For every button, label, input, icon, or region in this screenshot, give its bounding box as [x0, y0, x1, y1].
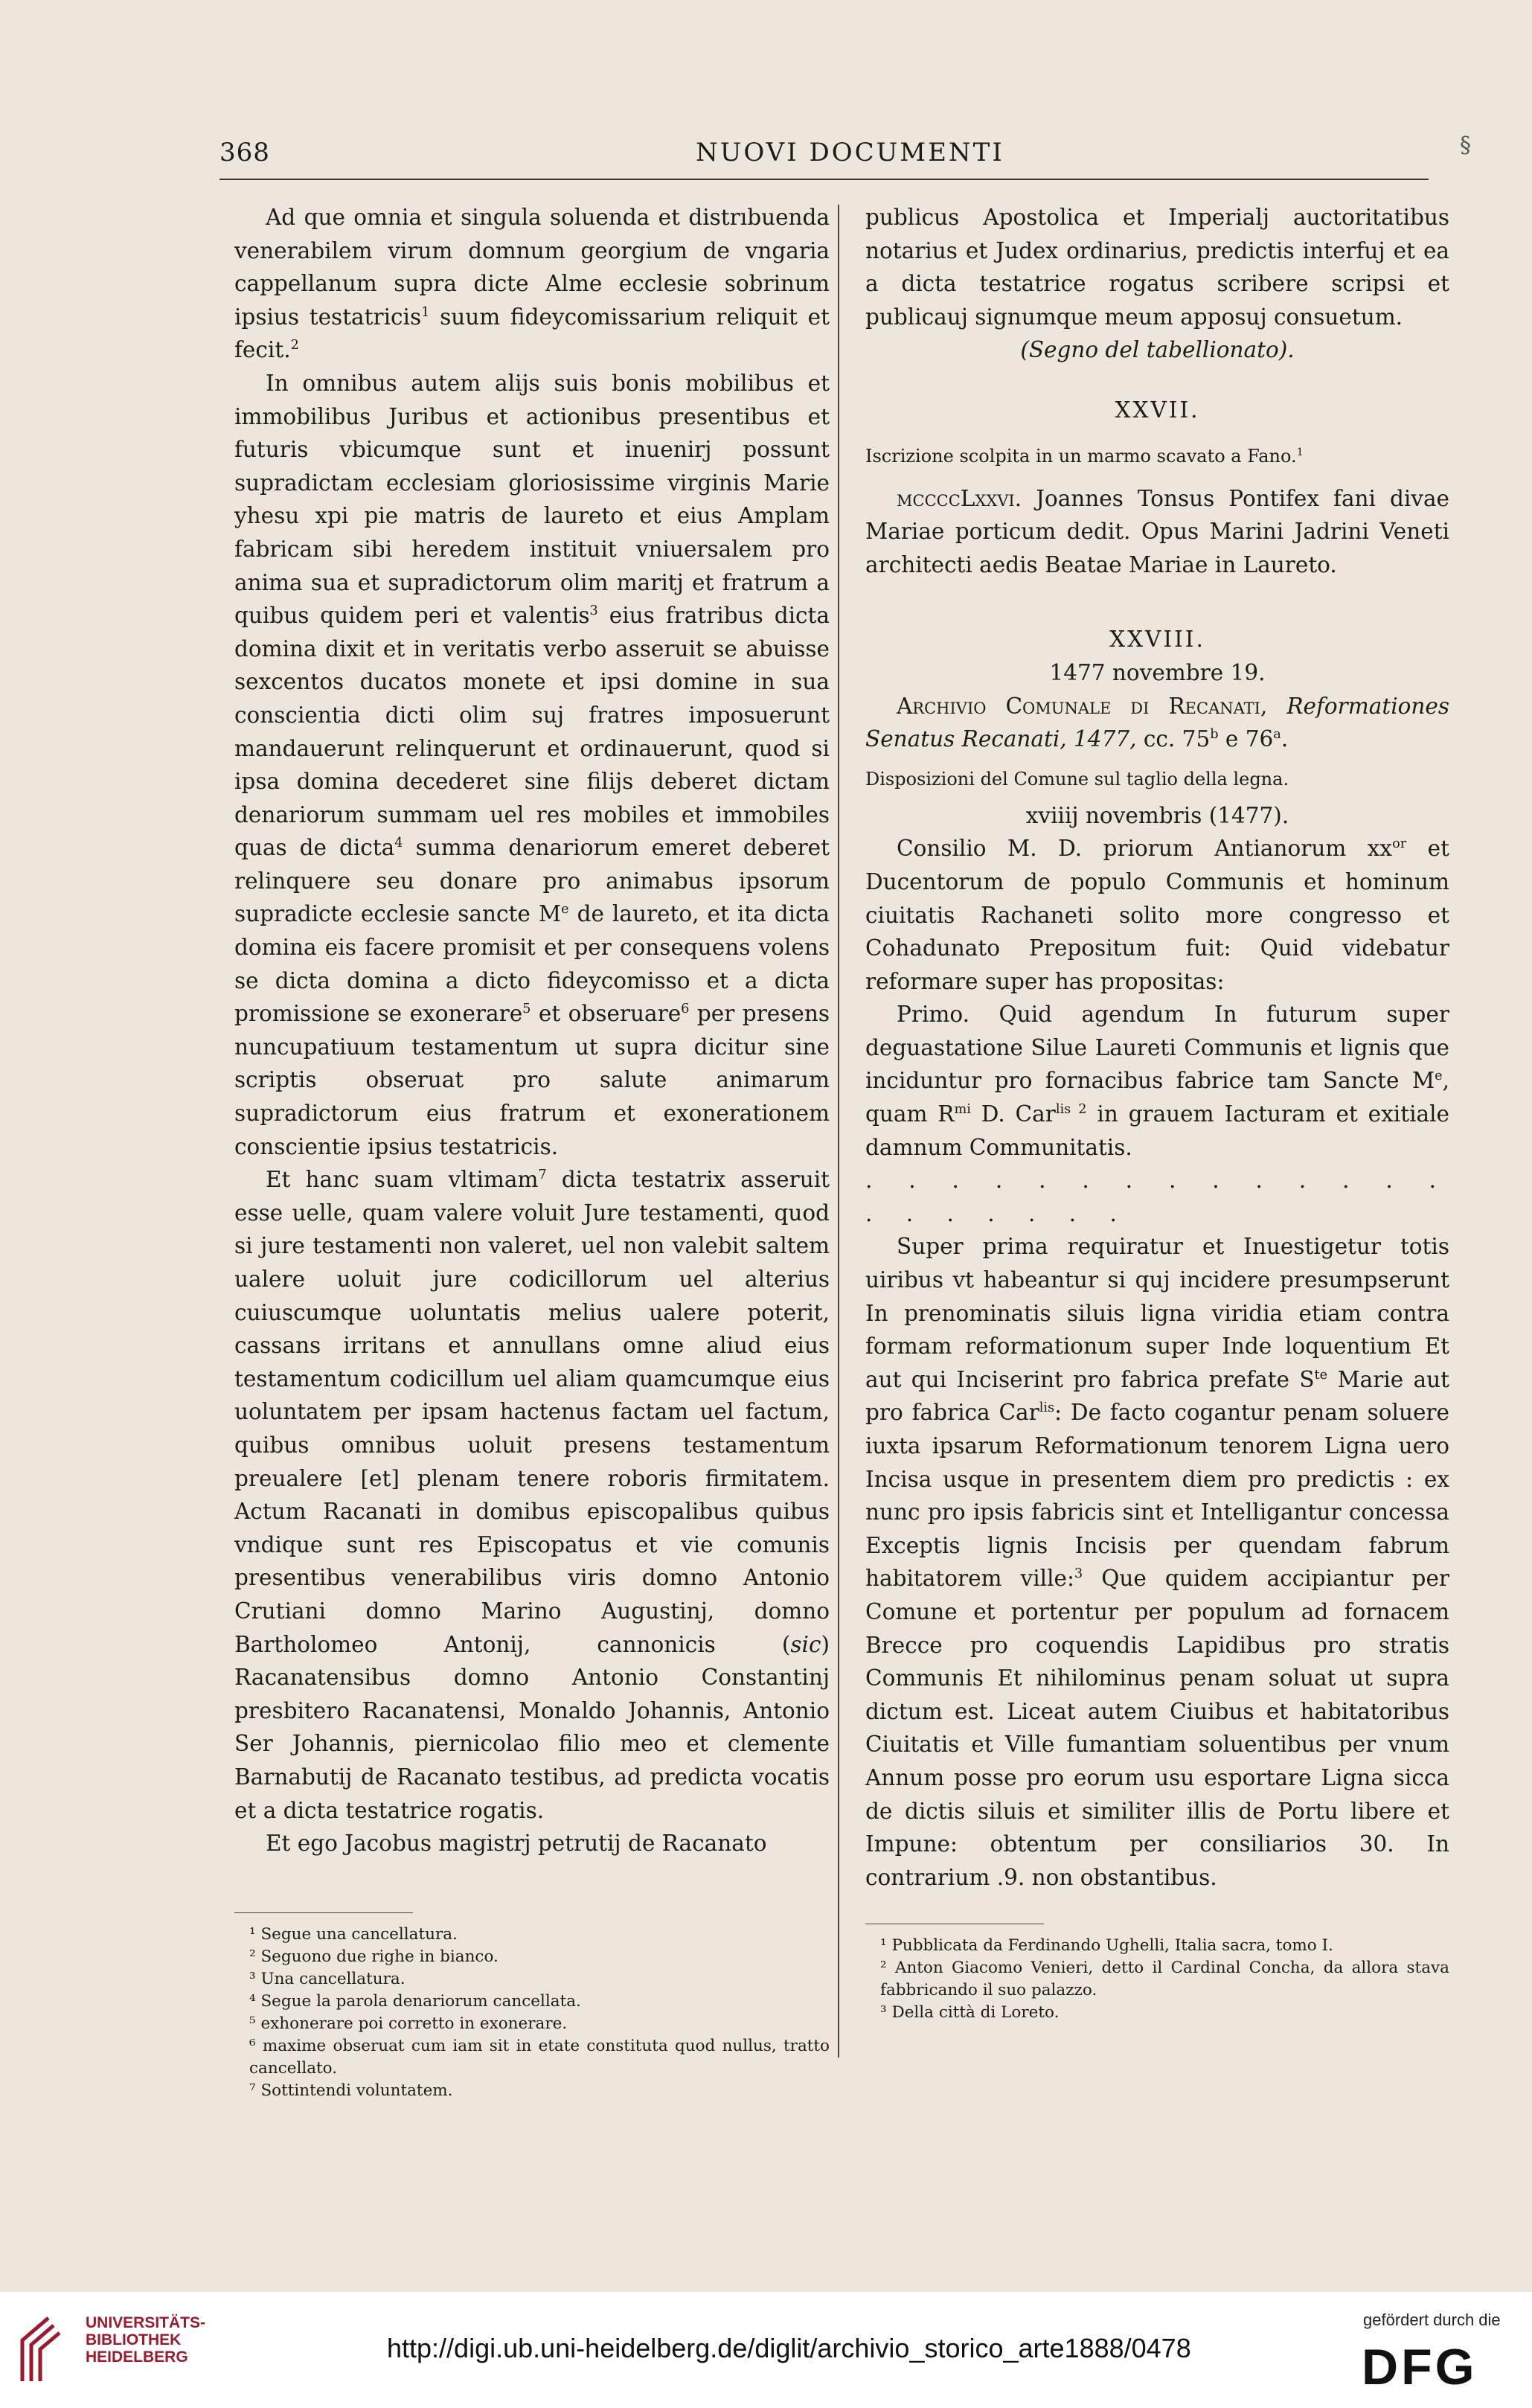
- footnote: ⁷ Sottintendi voluntatem.: [249, 2081, 453, 2100]
- digitization-footer: [0, 2292, 1532, 2408]
- section-heading: XXVII.: [1115, 397, 1200, 423]
- paragraph: Et ego Jacobus magistrj petrutij de Racanato: [266, 1831, 767, 1857]
- paragraph: Consilio M. D. priorum Antianorum $xx^{or}$ et Ducentorum de populo Communis et hominum ciuitatis Rachaneti solito more congresso et Cohadunato Prepositum fuit: Quid videbatur reformare super has propositas:: [865, 836, 1449, 994]
- source-link[interactable]: http://digi.ub.uni-heidelberg.de/diglit/archivio_storico_arte1888/0478: [387, 2333, 1191, 2363]
- paragraph: Super prima requiratur et Inuestigetur totis uiribus vt habeantur si quj incidere presumpserunt In prenominatis siluis ligna viridia etiam contra formam reformationum super Inde loquentium Et aut qui Inciserint pro fabrica prefate $S^{te}$ Marie aut pro fabrica Car$^{lis}$: De facto cogantur penam soluere iuxta ipsarum Reformationum tenorem Ligna uero Incisa usque in presentem diem pro predictis : ex nunc pro ipsis fabricis sint et Intelligantur concessa Exceptis lignis Incisis per quendam fabrum habitatorem ville:$^3$ Que quidem accipiantur per Comune et portentur per populum ad fornacem Brecce pro coquendis Lapidibus pro stratis Communis Et nihilominus penam soluat ut supra dictum est. Liceat autem Ciuibus et habitatoribus Ciuitatis et Ville fumantiam soluentibus per vnum Annum posse pro eorum usu esportare Ligna sicca de dictis siluis et similiter illis de Portu libere et Impune: obtentum per consiliarios 30. In contrarium .9. non obstantibus.: [865, 1234, 1450, 1890]
- footnote-rule: [234, 1912, 413, 1913]
- ellipsis-line: . . . . . . . . . . . . . . . . . . . . .: [865, 1168, 1449, 1226]
- footnotes-left: [234, 1912, 830, 2102]
- paragraph: Primo. Quid agendum In futurum super deguastatione Silue Laureti Communis et lignis que inciduntur pro fornacibus fabrice tam Sancte Me, quam $R^{mi}$ D. Car$^{lis 2}$ in grauem Iacturam et exitiale damnum Communitatis.: [865, 1002, 1449, 1160]
- running-header: [219, 138, 1429, 182]
- document-caption: Disposizioni del Comune sul taglio della legna.: [865, 768, 1289, 790]
- footnote: ³ Una cancellatura.: [249, 1969, 406, 1988]
- document-date: xviiij novembris (1477).: [1025, 802, 1289, 828]
- left-column: [234, 201, 830, 2102]
- document-caption: Iscrizione scolpita in un marmo scavato a Fano.$^1$: [865, 445, 1304, 467]
- paragraph: publicus Apostolica et Imperialj auctoritatibus notarius et Judex ordinarius, predictis interfuj et ea a dicta testatrice rogatus scribere scripsi et publicauj signumque meum apposuj consuetum.: [865, 205, 1449, 330]
- running-title: NUOVI DOCUMENTI: [696, 138, 1004, 167]
- header-rule: [219, 179, 1429, 180]
- document-date: 1477 novembre 19.: [1049, 659, 1266, 685]
- library-logo-icon: [15, 2311, 74, 2385]
- paragraph: Et hanc suam vltimam$^7$ dicta testatrix asseruit esse uelle, quam valere voluit Jure testamenti, quod si jure testamenti non valeret, uel non valebit saltem ualere uoluit jure codicillorum uel alterius cuiuscumque uoluntatis melius ualere poterit, cassans irritans et annullans omne aliud eius testamentum codicillum uel aliam quamcumque eius uoluntatem per ipsam hactenus factam uel factum, quibus omnibus uoluit presens testamentum preualere [et] plenam tenere roboris firmitatem. Actum Racanati in domibus episcopalibus quibus vndique sunt res Episcopatus et vie comunis presentibus venerabilibus viris domno Antonio Crutiani domno Marino Augustinj, domno Bartholomeo Antonij, cannonicis (sic) Racanatensibus domno Antonio Constantinj presbitero Racanatensi, Monaldo Johannis, Antonio Ser Johannis, piernicolao filio meo et clemente Barnabutij de Racanato testibus, ad predicta vocatis et a dicta testatrice rogatis.: [234, 1167, 830, 1823]
- paragraph: In omnibus autem alijs suis bonis mobilibus et immobilibus Juribus et actionibus presentibus et futuris vbicumque sunt et inuenirj possunt supradictam ecclesiam gloriosissime virginis Marie yhesu xpi pie matris de laureto et eius Amplam fabricam sibi heredem instituit vniuersalem pro anima sua et supradictorum olim maritj et fratrum a quibus quidem peri et valentis$^3$ eius fratribus dicta domina dixit et in veritatis verbo asseruit se abuisse sexcentos ducatos monete et ipsi domine in sua conscientia dicti olim suj fratres imposuerunt mandauerunt relinquerunt et ordinauerunt, quod si ipsa domina decederet sine filijs deberet dictam denariorum summam uel res mobiles et immobiles quas de dicta$^4$ summa denariorum emeret deberet relinquere seu donare pro animabus ipsorum supradicte ecclesie sancte Me de laureto, et ita dicta domina eis facere promisit et per consequens volens se dicta domina a dicto fideycomisso et a dicta promissione se exonerare$^5$ et obseruare$^6$ per presens nuncupatiuum testamentum ut supra dicitur sine scriptis obseruat pro salute animarum supradictorum eius fratrum et exonerationem conscientie ipsius testatricis.: [234, 370, 830, 1159]
- paragraph: mccccLxxvi. Joannes Tonsus Pontifex fani divae Mariae porticum dedit. Opus Marini Jadrini Veneti architecti aedis Beatae Mariae in Laureto.: [865, 485, 1449, 577]
- footnote: ⁴ Segue la parola denariorum cancellata.: [249, 1991, 581, 2011]
- footnote: ² Seguono due righe in bianco.: [249, 1947, 499, 1966]
- footnote: ³ Della città di Loreto.: [880, 2003, 1060, 2023]
- paragraph: Ad que omnia et singula soluenda et distrıbuenda venerabilem virum domnum georgium de vngaria cappellanum supra dicte Alme ecclesie sobrinum ipsius testatricis$^1$ suum fideycomissarium reliquit et fecit.$^2$: [234, 205, 830, 363]
- notary-sign: (Segno del tabellionato).: [1020, 337, 1295, 363]
- footnote: ¹ Pubblicata da Ferdinando Ughelli, Italia sacra, tomo I.: [880, 1936, 1333, 1956]
- library-name: UNIVERSITÄTS- BIBLIOTHEK HEIDELBERG: [86, 2314, 206, 2366]
- sponsor-label: gefördert durch die: [1363, 2311, 1501, 2329]
- page-number: 368: [219, 138, 270, 167]
- column-divider: [838, 205, 839, 2058]
- footnote: ⁵ exhonerare poi corretto in exonerare.: [249, 2014, 568, 2033]
- footnotes-right: [865, 1924, 1449, 2024]
- footnote: ⁶ maxime obseruat cum iam sit in etate constituta quod nullus, tratto cancellato.: [249, 2036, 830, 2078]
- margin-mark: §: [1460, 132, 1471, 158]
- right-column: [865, 201, 1449, 2024]
- section-heading: XXVIII.: [1109, 627, 1205, 653]
- archive-reference: Archivio Comunale di Recanati, Reformationes Senatus Recanati, 1477, cc. 75$^b$ e 76$^a$.: [865, 693, 1449, 752]
- dfg-logo: DFG: [1362, 2339, 1478, 2395]
- footnote: ² Anton Giacomo Venieri, detto il Cardinal Concha, da allora stava fabbricando il suo palazzo.: [880, 1959, 1449, 2000]
- footnote: ¹ Segue una cancellatura.: [249, 1924, 458, 1944]
